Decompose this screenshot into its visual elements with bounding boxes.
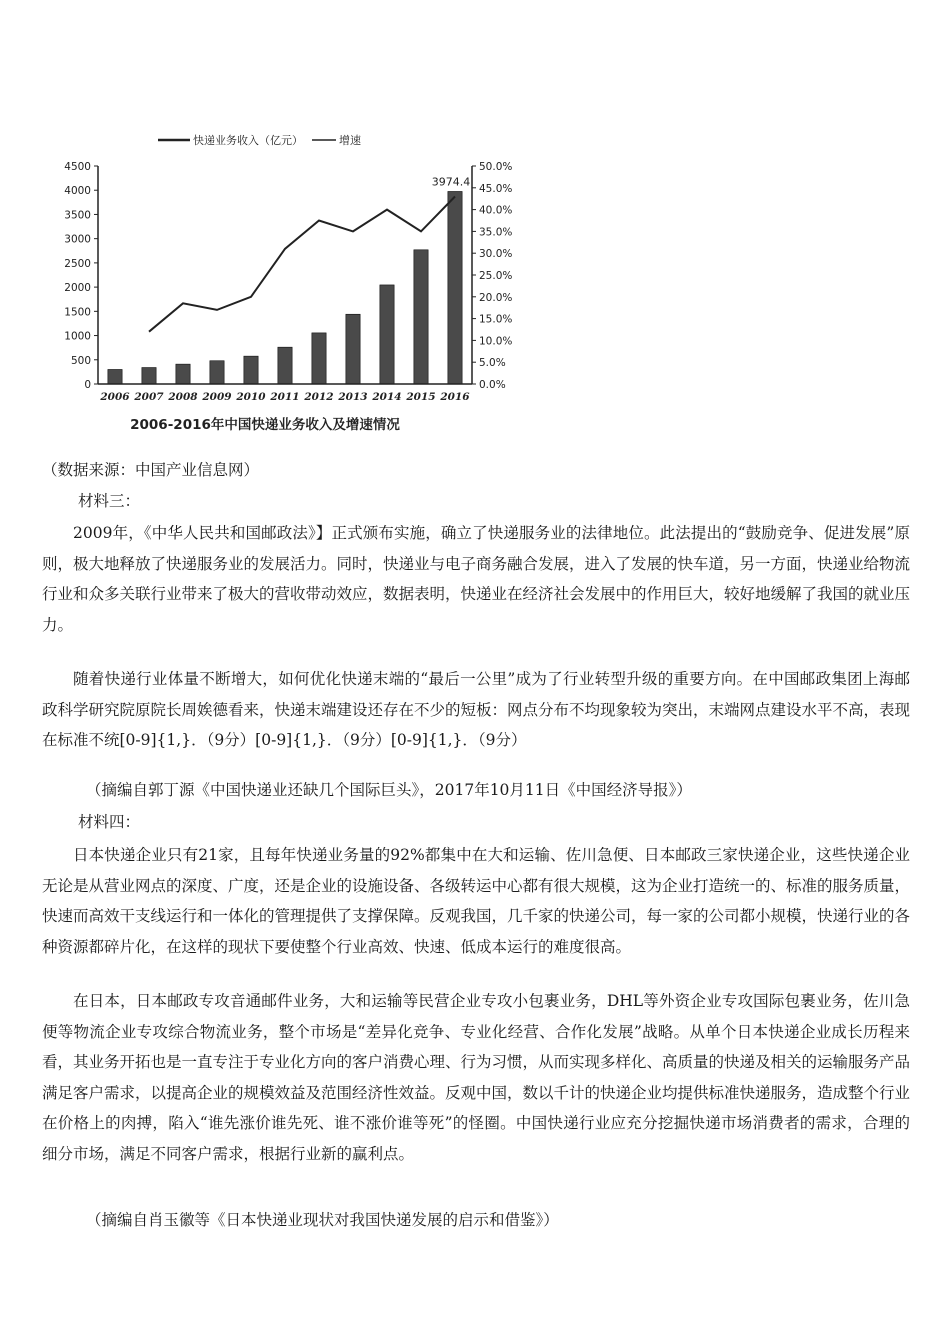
revenue-bar [142,368,156,384]
left-tick-label: 3500 [64,209,91,222]
chart-svg [40,118,550,438]
revenue-bar [346,314,360,384]
left-tick-label: 3000 [64,233,91,246]
left-tick-label: 2000 [64,282,91,295]
right-tick-label: 5.0% [479,357,506,370]
right-tick-label: 0.0% [479,379,506,391]
x-tick-label: 2014 [372,391,402,403]
left-tick-label: 4500 [64,161,91,173]
left-tick-label: 1500 [64,306,91,319]
revenue-bar [312,333,326,384]
left-axis-ticks [64,161,98,391]
left-tick-label: 2500 [64,257,91,270]
right-tick-label: 45.0% [479,182,513,195]
chart-title: 2006-2016年中国快递业务收入及增速情况 [130,417,400,433]
bars-group [108,191,462,384]
material4-para1: 日本快递企业只有21家，且每年快递业务量的92%都集中在大和运输、佐川急便、日本邮政三家快递企业，这些快递企业无论是从营业网点的深度、广度，还是企业的设施设备、各级转运中心都有很大规模，这为企业打造统一的、标准的服务质量，快速而高效干支线运行和一体化的管理提供了支撑保障。反观我国，几千家的快递公司，每一家的公司都小规模，快递行业的各种资源都碎片化，在这样的现状下要使整个行业高效、快速、低成本运行的难度很高。 [42,846,911,956]
revenue-bar [448,191,462,384]
x-tick-label: 2012 [304,391,334,403]
data-source-note: （数据来源：中国产业信息网） [42,461,260,479]
x-tick-label: 2006 [100,391,130,403]
material4-heading: 材料四： [78,813,141,831]
revenue-bar [108,369,122,384]
revenue-bar [176,364,190,384]
left-tick-label: 1000 [64,330,91,343]
revenue-bar [414,250,428,384]
material4-citation: （摘编自肖玉徽等《日本快递业现状对我国快递发展的启示和借鉴》） [86,1211,559,1229]
legend-bar-label: 快递业务收入（亿元） [193,134,303,147]
right-tick-label: 30.0% [479,248,513,261]
x-tick-label: 2009 [202,391,232,403]
left-tick-label: 0 [84,379,91,391]
bar-value-label: 3974.4 [431,175,471,189]
x-tick-label: 2015 [406,391,436,403]
right-axis-ticks [472,161,512,391]
material4-para2: 在日本，日本邮政专攻音通邮件业务，大和运输等民营企业专攻小包裹业务，DHL等外资企业专攻国际包裹业务，佐川急便等物流企业专攻综合物流业务，整个市场是“差异化竞争、专业化经营、合作化发展”战略。从单个日本快递企业成长历程来看，其业务开拓也是一直专注于专业化方向的客户消费心理、行为习惯，从而实现多样化、高质量的快递及相关的运输服务产品满足客户需求，以提高企业的规模效益及范围经济性效益。反观中国，数以千计的快递企业均提供标准快递服务，造成整个行业在价格上的肉搏，陷入“谁先涨价谁先死、谁不涨价谁等死”的怪圈。中国快递行业应充分挖掘快递市场消费者的需求，合理的细分市场，满足不同客户需求，根据行业新的赢利点。 [42,992,911,1163]
right-tick-label: 35.0% [479,226,513,239]
right-tick-label: 10.0% [479,335,513,348]
material3-para1: 2009年，《中华人民共和国邮政法》】正式颁布实施，确立了快递服务业的法律地位。此法提出的“鼓励竞争、促进发展”原则，极大地释放了快递服务业的发展活力。同时，快递业与电子商务融合发展，进入了发展的快车道，另一方面，快递业给物流行业和众多关联行业带来了极大的营收带动效应，数据表明，快递业在经济社会发展中的作用巨大，较好地缓解了我国的就业压力。 [42,524,911,634]
x-tick-label: 2010 [236,391,266,403]
revenue-bar [380,285,394,384]
right-tick-label: 25.0% [479,270,513,282]
growth-rate-line [149,197,455,332]
right-tick-label: 40.0% [479,204,513,217]
right-tick-label: 20.0% [479,291,513,304]
x-axis-labels [99,391,470,403]
x-tick-label: 2016 [440,391,470,403]
left-tick-label: 500 [70,354,91,367]
revenue-bar [244,356,258,384]
left-tick-label: 4000 [64,185,91,198]
revenue-growth-chart [40,118,550,438]
material3-citation: （摘编自郭丁源《中国快递业还缺几个国际巨头》，2017年10月11日《中国经济导报》） [86,781,692,799]
revenue-bar [210,361,224,384]
right-tick-label: 50.0% [479,161,513,173]
x-tick-label: 2013 [338,391,368,403]
revenue-bar [278,347,292,384]
x-tick-label: 2007 [134,391,164,403]
legend-line-label: 增速 [339,134,361,147]
material3-para2: 随着快递行业体量不断增大，如何优化快递末端的“最后一公里”成为了行业转型升级的重要方向。在中国邮政集团上海邮政科学研究院原院长周娭德看来，快递末端建设还存在不少的短板：网点分布不均现象较为突出，末端网点建设水平不高，表现在标准不统[0-9]{1,}．（9分）[0-9]{1,}．（9分）[0-9]{1,}．（9分） [42,670,911,749]
x-tick-label: 2011 [270,391,300,403]
material3-heading: 材料三： [78,492,141,510]
x-tick-label: 2008 [168,391,198,403]
right-tick-label: 15.0% [479,313,513,326]
